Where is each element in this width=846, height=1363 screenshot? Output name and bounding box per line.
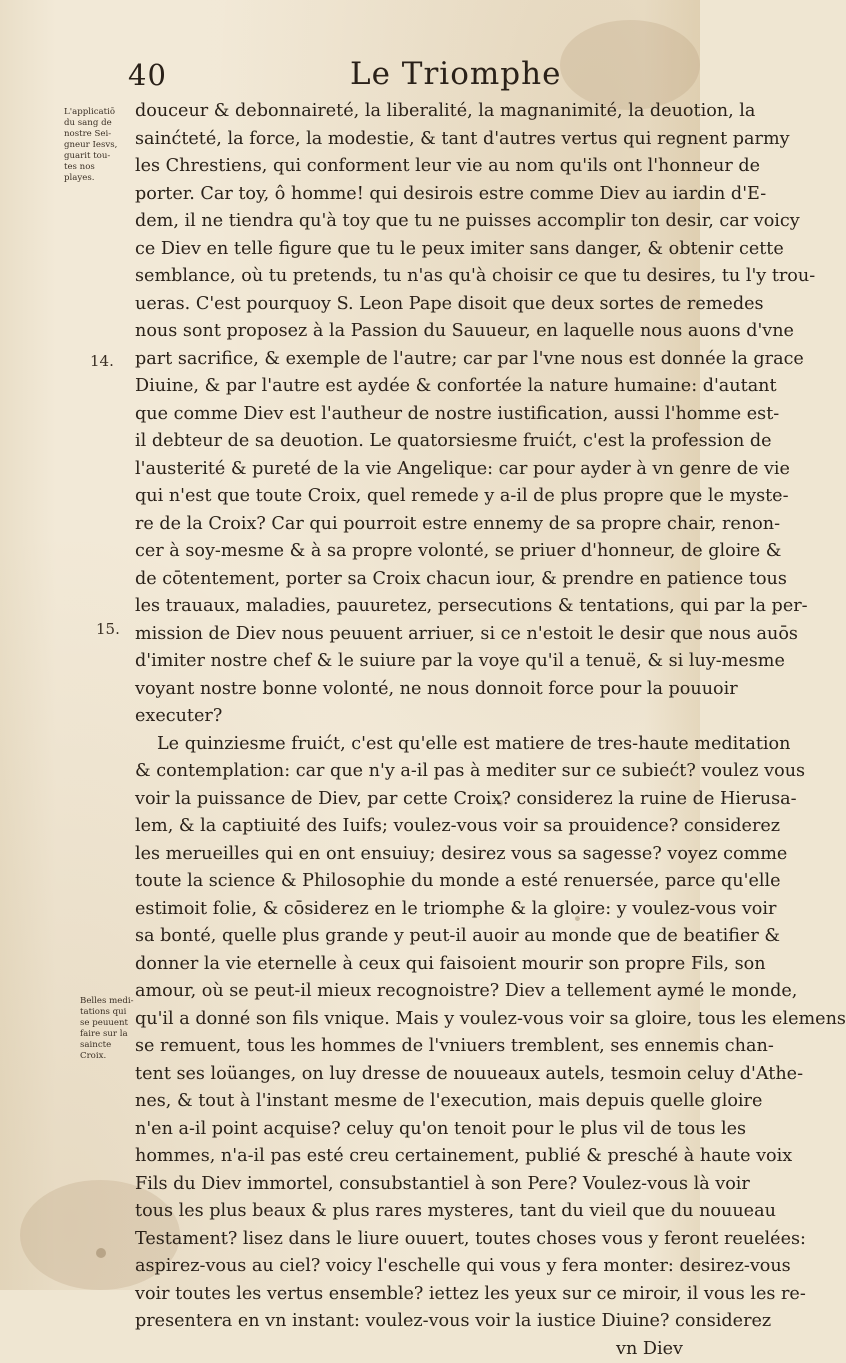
margin-number-14: 14. — [90, 352, 114, 370]
margin-note-application — [64, 107, 136, 184]
body-text — [135, 98, 683, 1363]
text-line: mission de Diev nous peuuent arriuer, si ce n'estoit le desir que nous auōs — [135, 621, 683, 649]
text-line: d'imiter nostre chef & le suiure par la voye qu'il a tenuë, & si luy-mesme — [135, 648, 683, 676]
text-line: sainćteté, la force, la modestie, & tant d'autres vertus qui regnent parmy — [135, 126, 683, 154]
text-line: voir toutes les vertus ensemble? iettez les yeux sur ce miroir, il vous les re- — [135, 1281, 683, 1309]
text-line: executer? — [135, 703, 683, 731]
text-line: tous les plus beaux & plus rares mysteres, tant du vieil que du nouueau — [135, 1198, 683, 1226]
text-line: Diuine, & par l'autre est aydée & confortée la nature humaine: d'autant — [135, 373, 683, 401]
text-line: aspirez-vous au ciel? voicy l'eschelle qui vous y fera monter: desirez-vous — [135, 1253, 683, 1281]
margin-note-line: playes. — [64, 173, 136, 184]
text-line: porter. Car toy, ô homme! qui desirois estre comme Diev au iardin d'E- — [135, 181, 683, 209]
text-line: hommes, n'a-il pas esté creu certainement, publié & presché à haute voix — [135, 1143, 683, 1171]
text-line: qu'il a donné son fils vnique. Mais y voulez-vous voir sa gloire, tous les elemens — [135, 1006, 683, 1034]
running-title: Le Triomphe — [350, 56, 561, 92]
text-line: Fils du Diev immortel, consubstantiel à son Pere? Voulez-vous là voir — [135, 1171, 683, 1199]
margin-note-line: faire sur la — [80, 1029, 140, 1040]
text-line: voir la puissance de Diev, par cette Croix? considerez la ruine de Hierusa- — [135, 786, 683, 814]
text-line: semblance, où tu pretends, tu n'as qu'à choisir ce que tu desires, tu l'y trou- — [135, 263, 683, 291]
text-line: les Chrestiens, qui conforment leur vie au nom qu'ils ont l'honneur de — [135, 153, 683, 181]
text-line: nous sont proposez à la Passion du Sauueur, en laquelle nous auons d'vne — [135, 318, 683, 346]
text-line: se remuent, tous les hommes de l'vniuers tremblent, ses ennemis chan- — [135, 1033, 683, 1061]
text-line: amour, où se peut-il mieux recognoistre? Diev a tellement aymé le monde, — [135, 978, 683, 1006]
margin-note-line: se peuuent — [80, 1018, 140, 1029]
text-line: les merueilles qui en ont ensuiuy; desirez vous sa sagesse? voyez comme — [135, 841, 683, 869]
text-line: ce Diev en telle figure que tu le peux imiter sans danger, & obtenir cette — [135, 236, 683, 264]
margin-note-line: saincte — [80, 1040, 140, 1051]
text-line: presentera en vn instant: voulez-vous voir la iustice Diuine? considerez — [135, 1308, 683, 1336]
text-line: dem, il ne tiendra qu'à toy que tu ne puisses accomplir ton desir, car voicy — [135, 208, 683, 236]
paragraph — [135, 731, 683, 1363]
text-line: voyant nostre bonne volonté, ne nous donnoit force pour la pouuoir — [135, 676, 683, 704]
text-line: part sacrifice, & exemple de l'autre; car par l'vne nous est donnée la grace — [135, 346, 683, 374]
text-line: qui n'est que toute Croix, quel remede y a-il de plus propre que le myste- — [135, 483, 683, 511]
text-line: re de la Croix? Car qui pourroit estre ennemy de sa propre chair, renon- — [135, 511, 683, 539]
margin-note-line: L'applicatiō — [64, 107, 136, 118]
text-line: l'austerité & pureté de la vie Angelique: car pour ayder à vn genre de vie — [135, 456, 683, 484]
text-line: il debteur de sa deuotion. Le quatorsiesme fruićt, c'est la profession de — [135, 428, 683, 456]
text-line: ueras. C'est pourquoy S. Leon Pape disoit que deux sortes de remedes — [135, 291, 683, 319]
margin-note-line: du sang de — [64, 118, 136, 129]
margin-note-line: tes nos — [64, 162, 136, 173]
paragraph — [135, 98, 683, 731]
margin-note-line: Belles medi- — [80, 996, 140, 1007]
text-line: vn Diev — [135, 1336, 683, 1363]
text-line: donner la vie eternelle à ceux qui faisoient mourir son propre Fils, son — [135, 951, 683, 979]
text-line: lem, & la captiuité des Iuifs; voulez-vous voir sa prouidence? considerez — [135, 813, 683, 841]
ink-spot — [96, 1248, 106, 1258]
text-line: nes, & tout à l'instant mesme de l'execution, mais depuis quelle gloire — [135, 1088, 683, 1116]
margin-note-line: guarit tou- — [64, 151, 136, 162]
text-line: estimoit folie, & cōsiderez en le triomphe & la gloire: y voulez-vous voir — [135, 896, 683, 924]
text-line: cer à soy-mesme & à sa propre volonté, se priuer d'honneur, de gloire & — [135, 538, 683, 566]
text-line: Le quinziesme fruićt, c'est qu'elle est matiere de tres-haute meditation — [135, 731, 683, 759]
margin-number-15: 15. — [96, 620, 120, 638]
margin-note-line: Croix. — [80, 1051, 140, 1062]
margin-note-line: nostre Sei- — [64, 129, 136, 140]
text-line: les trauaux, maladies, pauuretez, persecutions & tentations, qui par la per- — [135, 593, 683, 621]
page-number: 40 — [128, 58, 167, 92]
text-line: & contemplation: car que n'y a-il pas à mediter sur ce subiećt? voulez vous — [135, 758, 683, 786]
text-line: que comme Diev est l'autheur de nostre iustification, aussi l'homme est- — [135, 401, 683, 429]
text-line: de cōtentement, porter sa Croix chacun iour, & prendre en patience tous — [135, 566, 683, 594]
text-line: toute la science & Philosophie du monde a esté renuersée, parce qu'elle — [135, 868, 683, 896]
page-header — [0, 58, 700, 98]
text-line: tent ses loüanges, on luy dresse de nouueaux autels, tesmoin celuy d'Athe- — [135, 1061, 683, 1089]
text-line: Testament? lisez dans le liure ouuert, toutes choses vous y feront reuelées: — [135, 1226, 683, 1254]
margin-note-line: tations qui — [80, 1007, 140, 1018]
text-line: douceur & debonnaireté, la liberalité, la magnanimité, la deuotion, la — [135, 98, 683, 126]
text-line: sa bonté, quelle plus grande y peut-il auoir au monde que de beatifier & — [135, 923, 683, 951]
text-line: n'en a-il point acquise? celuy qu'on tenoit pour le plus vil de tous les — [135, 1116, 683, 1144]
margin-note-meditations — [80, 996, 140, 1062]
margin-note-line: gneur Iesvs, — [64, 140, 136, 151]
